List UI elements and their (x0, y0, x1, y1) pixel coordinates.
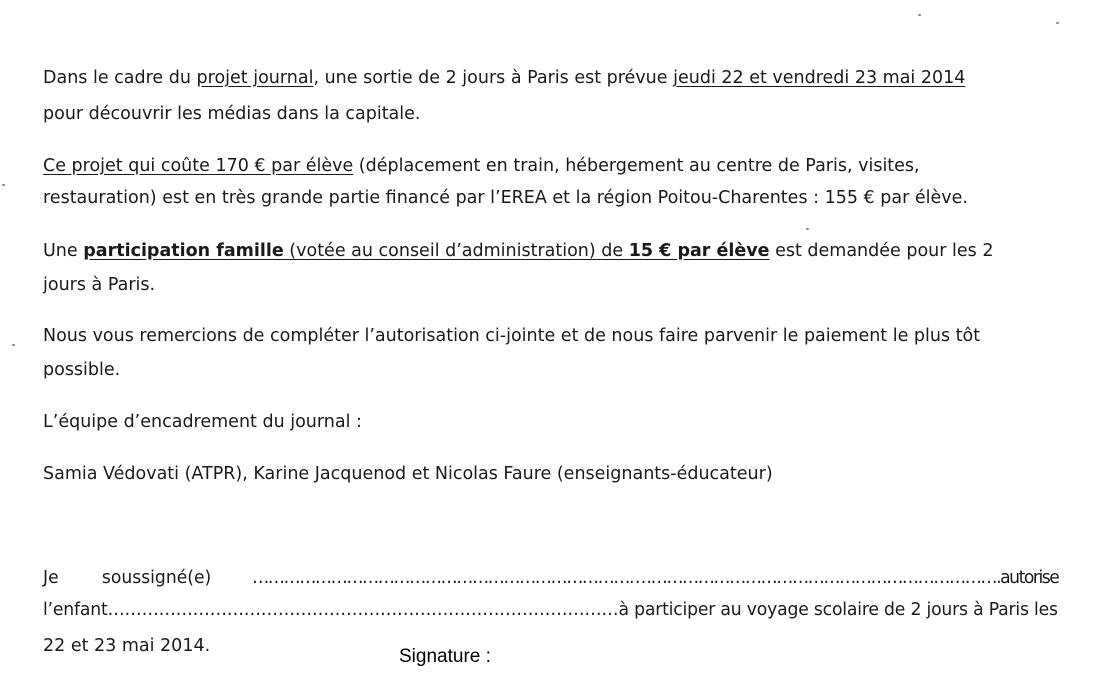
scan-speck (806, 228, 809, 230)
p2-text-b: (déplacement en train, hébergement au centre de Paris, visites, (353, 156, 920, 176)
form-je: Je (43, 568, 59, 588)
p3-participation: participation famille (83, 241, 284, 261)
form-name-blank: ………………………………………………………………. (252, 568, 634, 588)
paragraph-3-line-2: jours à Paris. (43, 275, 156, 295)
p1-text-c: , une sortie de 2 jours à Paris est prévue (313, 68, 674, 88)
team-heading: L’équipe d’encadrement du journal : (43, 412, 362, 432)
form-soussigne: soussigné(e) (101, 568, 212, 588)
p1-text-a: Dans le cadre du (43, 68, 197, 88)
signature-label: Signature : (399, 646, 491, 667)
scan-speck (1056, 22, 1059, 24)
form-name-blank-2: …………………………………………………………….autorise (634, 568, 1059, 588)
paragraph-4-line-2: possible. (43, 360, 121, 380)
scan-speck (918, 14, 921, 16)
form-line-2: l’enfant………………………………………………………………………………à participer au voyage scolaire de 2 jours à Paris les (43, 600, 1058, 620)
p1-dates: jeudi 22 et vendredi 23 mai 2014 (673, 68, 966, 88)
p3-amount: 15 € par élève (628, 241, 770, 261)
p2-cost: Ce projet qui coûte 170 € par élève (43, 156, 354, 176)
scan-speck (12, 344, 15, 346)
p3-text-a: Une (43, 241, 84, 261)
p3-text-e: est demandée pour les 2 (769, 241, 994, 261)
paragraph-1-line-1 (43, 68, 965, 88)
scan-speck (2, 184, 5, 186)
team-members: Samia Védovati (ATPR), Karine Jacquenod et Nicolas Faure (enseignants-éducateur) (43, 464, 773, 484)
form-line-3: 22 et 23 mai 2014. (43, 636, 211, 656)
p3-text-c: (votée au conseil d’administration) de (283, 241, 629, 261)
paragraph-4-line-1: Nous vous remercions de compléter l’autorisation ci-jointe et de nous faire parvenir le paiement le plus tôt (43, 326, 981, 346)
paragraph-1-line-2: pour découvrir les médias dans la capitale. (43, 104, 421, 124)
paragraph-3-line-1 (43, 241, 993, 261)
paragraph-2-line-2: restauration) est en très grande partie financé par l’EREA et la région Poitou-Charentes : 155 € par élève. (43, 188, 968, 208)
p1-projet-journal: projet journal (196, 68, 314, 88)
paragraph-2-line-1 (43, 156, 920, 176)
